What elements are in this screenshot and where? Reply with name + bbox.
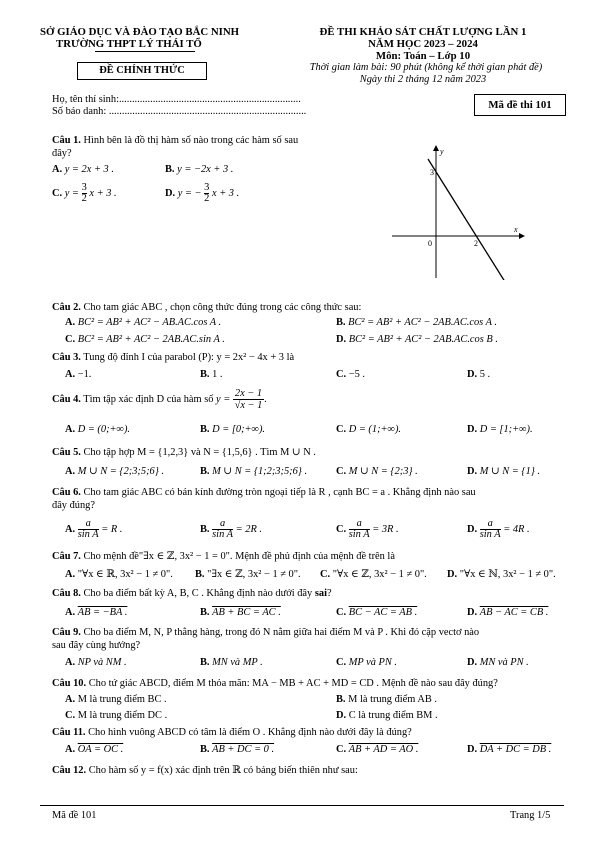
q4-option-a[interactable]: A. D = (0;+∞). — [65, 424, 131, 435]
question-11: Câu 11. Cho hình vuông ABCD có tâm là điểm O . Khẳng định nào dưới đây là đúng? — [52, 727, 412, 738]
question-12: Câu 12. Cho hàm số y = f(x) xác định trên ℝ có bảng biến thiên như sau: — [52, 765, 358, 776]
school-underline — [95, 51, 195, 52]
x-intercept-label: 2 — [474, 239, 478, 248]
q9-option-b[interactable]: B. MN và MP . — [200, 657, 263, 668]
q9-option-c[interactable]: C. MP và PN . — [336, 657, 398, 668]
q7-option-a[interactable]: A. "∀x ∈ ℝ, 3x² − 1 ≠ 0". — [65, 569, 173, 580]
q3-option-d[interactable]: D. 5 . — [467, 369, 491, 380]
x-axis-label: x — [514, 225, 518, 234]
q6-option-c[interactable]: C. $\frac{a}{\text{sin A}}$ = 3R . — [336, 518, 399, 540]
q3-option-a[interactable]: A. −1. — [65, 369, 92, 380]
y-intercept-label: 3 — [430, 168, 434, 177]
q2-option-a[interactable]: A. BC² = AB² + AC² − AB.AC.cos A . — [65, 317, 222, 328]
q8-option-a[interactable]: A. AB = −BA . — [65, 607, 128, 618]
q10-option-a[interactable]: A. M là trung điểm BC . — [65, 694, 167, 705]
function-graph — [390, 140, 530, 280]
question-2: Câu 2. Cho tam giác ABC , chọn công thức đúng trong các công thức sau: — [52, 302, 362, 313]
y-axis-label: y — [440, 147, 444, 156]
q7-option-c[interactable]: C. "∀x ∈ ℤ, 3x² − 1 ≠ 0". — [320, 569, 427, 580]
exam-code-box: Mã đề thi 101 — [474, 94, 566, 116]
q6-option-b[interactable]: B. $\frac{a}{\text{sin A}}$ = 2R . — [200, 518, 262, 540]
q1-option-b[interactable]: B. y = −2x + 3 . — [165, 164, 234, 175]
footer-divider — [40, 805, 564, 806]
exam-title: ĐỀ THI KHẢO SÁT CHẤT LƯỢNG LẦN 1 — [319, 26, 527, 38]
candidate-name-field: Họ, tên thí sinh:...................................................................... — [52, 94, 301, 105]
q1-option-a[interactable]: A. y = 2x + 3 . — [52, 164, 114, 175]
q11-option-d[interactable]: D. DA + DC = DB . — [467, 744, 552, 755]
q3-option-b[interactable]: B. 1 . — [200, 369, 223, 380]
q1-option-c[interactable]: C. y = $\frac{3}{2}$ x + 3 . — [52, 182, 117, 204]
exam-date: Ngày thi 2 tháng 12 năm 2023 — [359, 74, 487, 85]
department-name: SỞ GIÁO DỤC VÀ ĐÀO TẠO BẮC NINH — [40, 26, 240, 38]
question-1: Câu 1. Hình bên là đồ thị hàm số nào trong các hàm số sau — [52, 135, 299, 146]
question-3: Câu 3. Tung độ đỉnh I của parabol (P): y = 2x² − 4x + 3 là — [52, 352, 295, 363]
question-9: Câu 9. Cho ba điểm M, N, P thẳng hàng, trong đó N nằm giữa hai điểm M và P . Khi đó cặp vectơ nào — [52, 627, 480, 638]
official-box: ĐỀ CHÍNH THỨC — [77, 62, 207, 80]
exam-duration: Thời gian làm bài: 90 phút (không kể thời gian phát đề) — [309, 62, 543, 73]
question-6-line2: đây đúng? — [52, 500, 95, 511]
school-year: NĂM HỌC 2023 – 2024 — [368, 38, 478, 50]
q8-option-b[interactable]: B. AB + BC = AC . — [200, 607, 281, 618]
q5-option-d[interactable]: D. M ∪ N = {1} . — [467, 466, 541, 477]
q11-option-b[interactable]: B. AB + DC = 0 . — [200, 744, 275, 755]
q11-option-a[interactable]: A. OA = OC . — [65, 744, 124, 755]
candidate-id-field: Số báo danh: ............................................................................ — [52, 106, 307, 117]
question-10: Câu 10. Cho tứ giác ABCD, điểm M thỏa mãn: MA − MB + AC + MD = CD . Mệnh đề nào sau đây đúng? — [52, 678, 498, 689]
q8-option-d[interactable]: D. AB − AC = CB . — [467, 607, 549, 618]
q5-option-c[interactable]: C. M ∪ N = {2;3} . — [336, 466, 418, 477]
origin-label: 0 — [428, 239, 432, 248]
question-8: Câu 8. Cho ba điểm bất kỳ A, B, C . Khẳng định nào dưới đây sai? — [52, 588, 332, 599]
q3-option-c[interactable]: C. −5 . — [336, 369, 365, 380]
graph-line — [428, 159, 512, 280]
question-1-line2: đây? — [52, 148, 72, 159]
q5-option-a[interactable]: A. M ∪ N = {2;3;5;6} . — [65, 466, 165, 477]
q8-option-c[interactable]: C. BC − AC = AB . — [336, 607, 418, 618]
q7-option-b[interactable]: B. "∃x ∈ ℤ, 3x² − 1 ≠ 0". — [195, 569, 301, 580]
q5-option-b[interactable]: B. M ∪ N = {1;2;3;5;6} . — [200, 466, 308, 477]
footer-page-number: Trang 1/5 — [510, 810, 551, 821]
q2-option-c[interactable]: C. BC² = AB² + AC² − 2AB.AC.sin A . — [65, 334, 225, 345]
q9-option-a[interactable]: A. NP và NM . — [65, 657, 127, 668]
q9-option-d[interactable]: D. MN và PN . — [467, 657, 529, 668]
q4-option-c[interactable]: C. D = (1;+∞). — [336, 424, 402, 435]
q4-option-d[interactable]: D. D = [1;+∞). — [467, 424, 533, 435]
footer-exam-code: Mã đề 101 — [52, 810, 97, 821]
subject: Môn: Toán – Lớp 10 — [375, 50, 471, 62]
school-name: TRƯỜNG THPT LÝ THÁI TỔ — [56, 38, 202, 50]
q7-option-d[interactable]: D. "∀x ∈ ℕ, 3x² − 1 ≠ 0". — [447, 569, 556, 580]
q10-option-d[interactable]: D. C là trung điểm BM . — [336, 710, 438, 721]
q6-option-d[interactable]: D. $\frac{a}{\text{sin A}}$ = 4R . — [467, 518, 530, 540]
q11-option-c[interactable]: C. AB + AD = AO . — [336, 744, 419, 755]
q2-option-d[interactable]: D. BC² = AB² + AC² − 2AB.AC.cos B . — [336, 334, 498, 345]
q10-option-c[interactable]: C. M là trung điểm DC . — [65, 710, 168, 721]
q10-option-b[interactable]: B. M là trung điểm AB . — [336, 694, 438, 705]
q2-option-b[interactable]: B. BC² = AB² + AC² − 2AB.AC.cos A . — [336, 317, 497, 328]
question-7: Câu 7. Cho mệnh đề"∃x ∈ ℤ, 3x² − 1 = 0". Mệnh đề phủ định của mệnh đề trên là — [52, 551, 395, 562]
question-9-line2: sau đây cùng hướng? — [52, 640, 141, 651]
q1-option-d[interactable]: D. y = − $\frac{3}{2}$ x + 3 . — [165, 182, 240, 204]
question-4: Câu 4. Tìm tập xác định D của hàm số y = $\frac{2x - 1}{√x - 1}$ . — [52, 388, 267, 411]
question-6: Câu 6. Cho tam giác ABC có bán kính đường tròn ngoại tiếp là R , cạnh BC = a . Khẳng định nào sau — [52, 487, 476, 498]
q4-option-b[interactable]: B. D = [0;+∞). — [200, 424, 266, 435]
q6-option-a[interactable]: A. $\frac{a}{\text{sin A}}$ = R . — [65, 518, 123, 540]
question-5: Câu 5. Cho tập hợp M = {1,2,3} và N = {1,5,6} . Tìm M ∪ N . — [52, 447, 316, 458]
